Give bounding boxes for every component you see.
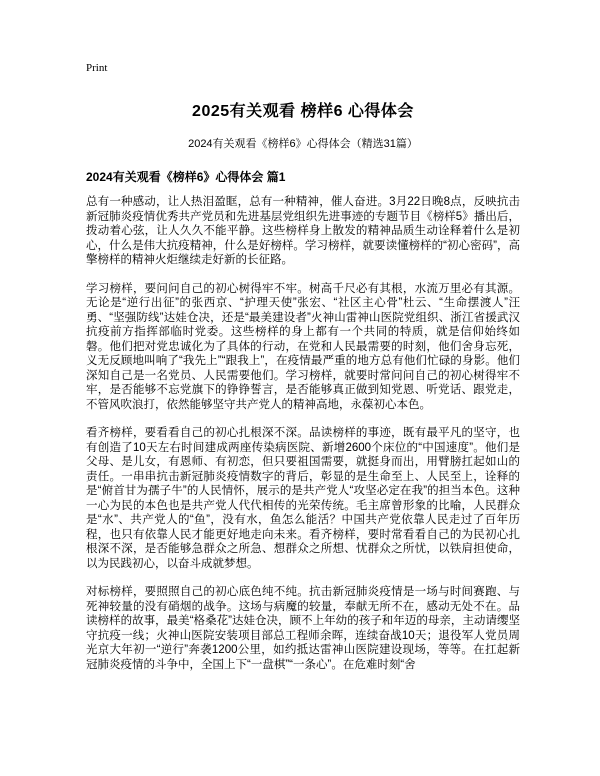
- document-title: 2025有关观看 榜样6 心得体会: [192, 103, 414, 120]
- section-heading: 2024有关观看《榜样6》心得体会 篇1: [86, 170, 286, 184]
- paragraph: 看齐榜样，要看看自己的初心扎根深不深。品读榜样的事迹，既有最平凡的坚守，也有创造了10天左右时间建成两座传染病医院、新增2600个床位的“中国速度”。他们是父母、是儿女，有恩师、有初恋，但只要祖国需要，就挺身而出，用臂膀扛起如山的责任。一串串抗击新冠肺炎疫情数字的背后，彰显的是生命至上、人民至上，诠释的是“俯首甘为孺子牛”的人民情怀，展示的是共产党人“攻坚必定在我”的担当本色。这种一心为民的本色也是共产党人代代相传的光荣传统。毛主席曾形象的比喻，人民群众是“水”、共产党人的“鱼”，没有水，鱼怎么能活？中国共产党依靠人民走过了百年历程，也只有依靠人民才能更好地走向未来。看齐榜样，要时常看看自己的为民初心扎根深不深，是否能够急群众之所急、想群众之所想、忧群众之所忧，以铁肩担使命，以为民践初心，以奋斗成就梦想。: [86, 427, 520, 570]
- print-button[interactable]: Print: [86, 62, 108, 74]
- paragraph: 对标榜样，要照照自己的初心底色纯不纯。抗击新冠肺炎疫情是一场与时间赛跑、与死神较量的没有硝烟的战争。这场与病魔的较量，奉献无所不在，感动无处不在。品读榜样的故事，最美“格桑花”达娃仓决，顾不上年幼的孩子和年迈的母亲，主动请缨坚守抗疫一线；火神山医院安装项目部总工程师余晖，连续奋战10天；退役军人党员周光京大年初一“逆行”奔袭1200公里，如约抵达雷神山医院建设现场，等等。在扛起新冠肺炎疫情的斗争中，全国上下“一盘棋”“一条心”。在危难时刻“舍: [86, 586, 520, 671]
- document-subtitle: 2024有关观看《榜样6》心得体会（精选31篇）: [188, 138, 418, 150]
- paragraph: 总有一种感动，让人热泪盈眶，总有一种精神，催人奋进。3月22日晚8点，反映抗击新冠肺炎疫情优秀共产党员和先进基层党组织先进事迹的专题节目《榜样5》播出后，拨动着心弦，让人久久不能平静。这些榜样身上散发的精神品质生动诠释着什么是初心，什么是伟大抗疫精神，什么是好榜样。学习榜样，就要读懂榜样的“初心密码”，高擎榜样的精神火炬继续走好新的长征路。: [86, 196, 520, 266]
- paragraph: 学习榜样，要问问自己的初心树得牢不牢。树高千尺必有其根，水流万里必有其源。无论是“逆行出征”的张西京、“护理天使”张宏、“社区主心骨”杜云、“生命摆渡人”汪勇、“坚强防线”达娃仓决，还是“最美建设者”火神山雷神山医院党组织、浙江省援武汉抗疫前方指挥部临时党委。这些榜样的身上都有一个共同的特质，就是信仰始终如磐。他们把对党忠诚化为了具体的行动，在党和人民最需要的时刻，他们舍身忘死，义无反顾地叫响了“我先上”“跟我上”，在疫情最严重的地方总有他们忙碌的身影。他们深知自己是一名党员、人民需要他们。学习榜样，就要时常问问自己的初心树得牢不牢，是否能够不忘党旗下的铮铮誓言，是否能够真正做到知党恩、听党话、跟党走，不管风吹浪打，依然能够坚守共产党人的精神高地，永葆初心本色。: [86, 282, 520, 411]
- article-body: [86, 195, 520, 672]
